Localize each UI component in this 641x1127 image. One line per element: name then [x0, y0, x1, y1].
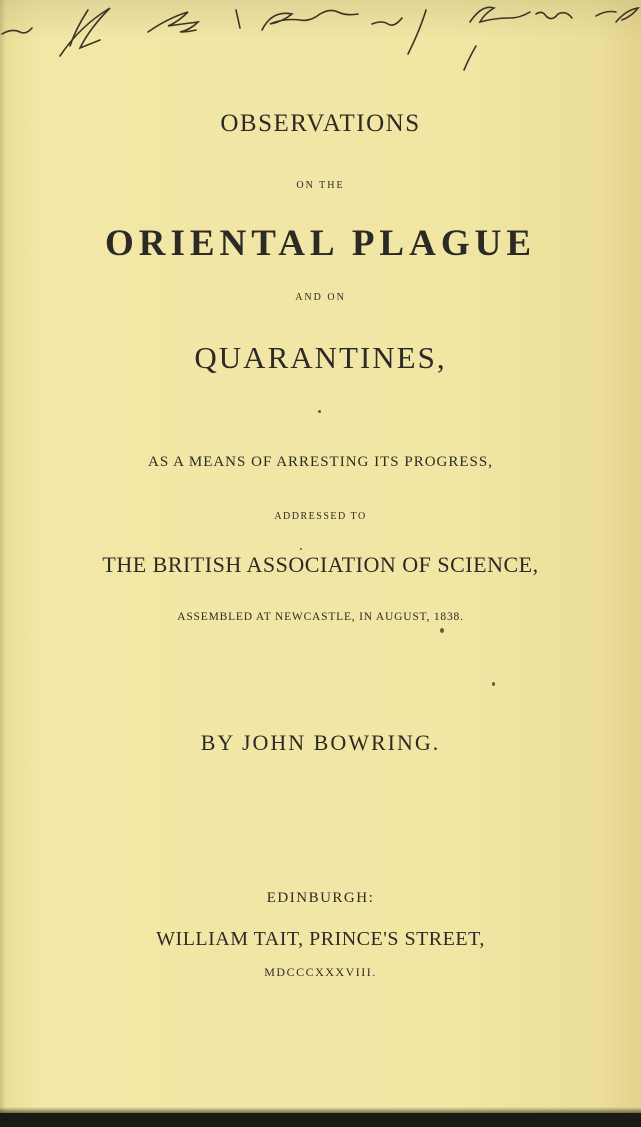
title-observations: OBSERVATIONS: [220, 110, 421, 137]
title-oriental-plague: ORIENTAL PLAGUE: [104, 223, 537, 264]
ink-speck: [440, 628, 444, 633]
subtitle-means: AS A MEANS OF ARRESTING ITS PROGRESS,: [148, 454, 493, 470]
subtitle-addressed-to: ADDRESSED TO: [274, 511, 367, 522]
imprint-place: EDINBURGH:: [266, 890, 375, 906]
subtitle-association: THE BRITISH ASSOCIATION OF SCIENCE,: [102, 552, 539, 577]
imprint-year: MDCCCXXXVIII.: [264, 965, 377, 979]
title-on-the: ON THE: [296, 180, 345, 191]
title-quarantines: QUARANTINES,: [194, 340, 447, 375]
page-bottom-edge: [0, 1113, 641, 1127]
subtitle-assembled: ASSEMBLED AT NEWCASTLE, IN AUGUST, 1838.: [177, 611, 464, 623]
imprint-publisher: WILLIAM TAIT, PRINCE'S STREET,: [156, 928, 485, 950]
ink-speck: [300, 548, 302, 550]
title-and-on: AND ON: [295, 292, 346, 303]
ink-speck: [492, 682, 495, 686]
author-line: BY JOHN BOWRING.: [200, 730, 441, 755]
ink-speck: [318, 410, 321, 413]
handwritten-signature: [0, 0, 641, 90]
